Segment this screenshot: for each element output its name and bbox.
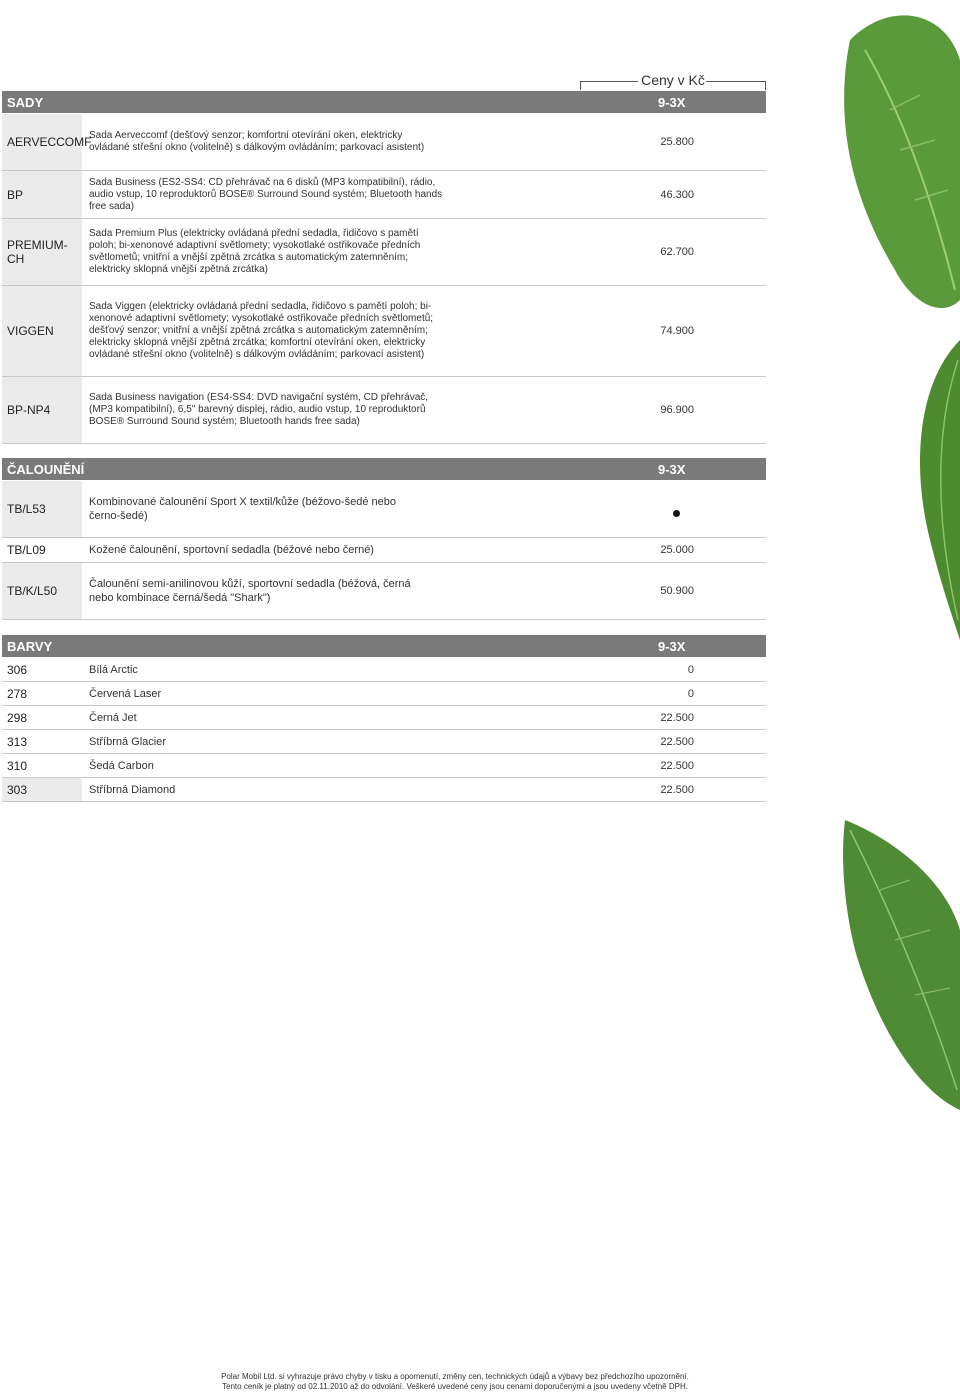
option-description: Sada Viggen (elektricky ovládaná přední sedadla, řidičovo s pamětí poloh; bi-xenonové adaptivní světlomety; vysokotlaké ostřikovače předních světlometů; dešťový senzor; vnitřní a vnější zpětná zrcátka s automatickým zatemněním; elektricky sklopná vnější zpětná zrcátka; komfortní otevírání oken, elektricky ovládané střešní okno (volitelně) s dálkovým ovládáním; parkovací asistent) [89, 301, 434, 360]
option-description: Sada Business navigation (ES4-SS4: DVD navigační systém, CD přehrávač, (MP3 kompatibilní), 6,5" barevný displej, rádio, audio vstup, 10 reproduktorů BOSE® Surround Sound systém; Bluetooth hands free sada) [89, 392, 429, 427]
table-row [2, 730, 766, 754]
option-description: Sada Aerveccomf (dešťový senzor; komfortní otevírání oken, elektricky ovládané střešní okno (volitelně) s dálkovým ovládáním; parkovací asistent) [89, 130, 425, 153]
option-code: PREMIUM-CH [2, 219, 82, 285]
color-name: Stříbrná Diamond [89, 783, 176, 796]
section-title: SADY [7, 95, 44, 110]
color-price: 22.500 [660, 735, 694, 748]
color-name: Černá Jet [89, 711, 137, 724]
table-row [2, 563, 766, 620]
section-title: BARVY [7, 639, 53, 654]
price-header [580, 72, 766, 90]
model-column-label: 9-3X [658, 95, 686, 110]
option-price: 25.000 [660, 544, 694, 556]
color-name: Červená Laser [89, 687, 162, 700]
option-price: 50.900 [660, 585, 694, 597]
table-row [2, 286, 766, 377]
color-price: 0 [687, 663, 694, 676]
color-name: Stříbrná Glacier [89, 735, 167, 748]
table-row [2, 481, 766, 538]
model-column-label: 9-3X [658, 639, 686, 654]
table-row [2, 778, 766, 802]
section-header-calouneni [2, 458, 766, 480]
table-row [2, 538, 766, 563]
color-code: 303 [2, 778, 82, 801]
color-price: 22.500 [660, 783, 694, 796]
table-row [2, 706, 766, 730]
color-name: Bílá Arctic [89, 663, 138, 676]
option-price: 96.900 [660, 404, 694, 416]
color-code: 306 [2, 658, 82, 681]
section-title: ČALOUNĚNÍ [7, 462, 85, 477]
table-row [2, 219, 766, 286]
leaf-middle-right-illustration [900, 340, 960, 640]
color-price: 22.500 [660, 759, 694, 772]
color-code: 298 [2, 706, 82, 729]
table-row [2, 658, 766, 682]
color-price: 0 [687, 687, 694, 700]
table-row [2, 377, 766, 444]
section-header-sady [2, 91, 766, 113]
option-code: TB/L53 [2, 481, 82, 537]
option-code: VIGGEN [2, 286, 82, 376]
option-description: Kombinované čalounění Sport X textil/kůže (béžovo-šedé nebo černo-šedé) [89, 496, 396, 522]
option-price: 25.800 [660, 136, 694, 148]
color-price: 22.500 [660, 711, 694, 724]
price-header-label: Ceny v Kč [641, 72, 705, 88]
table-row [2, 682, 766, 706]
footer-line-1: Polar Mobil Ltd. si vyhrazuje právo chyby v tisku a opomenutí, změny cen, technických údajů a výbavy bez předchozího upozornění. [221, 1372, 689, 1381]
option-description: Sada Premium Plus (elektricky ovládaná přední sedadla, řidičovo s pamětí poloh; bi-xenonové adaptivní světlomety; vysokotlaké ostřikovače předních světlometů; vnitřní a vnější zpětná zrcátka s automatickým zatemněním; elektricky sklopná vnější zpětná zrcátka) [89, 228, 421, 275]
color-code: 313 [2, 730, 82, 753]
option-price: 62.700 [660, 246, 694, 258]
table-row [2, 114, 766, 171]
option-description: Kožené čalounění, sportovní sedadla (béžové nebo černé) [89, 544, 374, 556]
option-code: BP [2, 171, 82, 218]
option-price [652, 481, 694, 537]
leaf-lower-right-illustration [835, 820, 960, 1110]
option-code: BP-NP4 [2, 377, 82, 443]
color-name: Šedá Carbon [89, 759, 154, 772]
option-code: AERVECCOMF [2, 114, 82, 170]
model-column-label: 9-3X [658, 462, 686, 477]
footer-disclaimer [0, 1372, 910, 1392]
option-code: TB/K/L50 [2, 563, 82, 619]
option-price: 46.300 [660, 188, 694, 201]
section-header-barvy [2, 635, 766, 657]
option-description: Sada Business (ES2-SS4: CD přehrávač na 6 disků (MP3 kompatibilní), rádio, audio vstup, 10 reproduktorů BOSE® Surround Sound systém; Bluetooth hands free sada) [89, 176, 443, 212]
table-row [2, 171, 766, 219]
option-price: 74.900 [660, 325, 694, 337]
color-code: 278 [2, 682, 82, 705]
table-row [2, 754, 766, 778]
color-code: 310 [2, 754, 82, 777]
option-description: Čalounění semi-anilinovou kůží, sportovní sedadla (béžová, černá nebo kombinace černá/šedá "Shark") [89, 578, 411, 604]
footer-line-2: Tento ceník je platný od 02.11.2010 až do odvolání. Veškeré uvedené ceny jsou cenami doporučenými a jsou uvedeny včetně DPH. [222, 1382, 688, 1391]
standard-equipment-dot-icon [673, 510, 680, 517]
option-code: TB/L09 [2, 538, 82, 562]
leaf-top-right-illustration [770, 0, 960, 360]
